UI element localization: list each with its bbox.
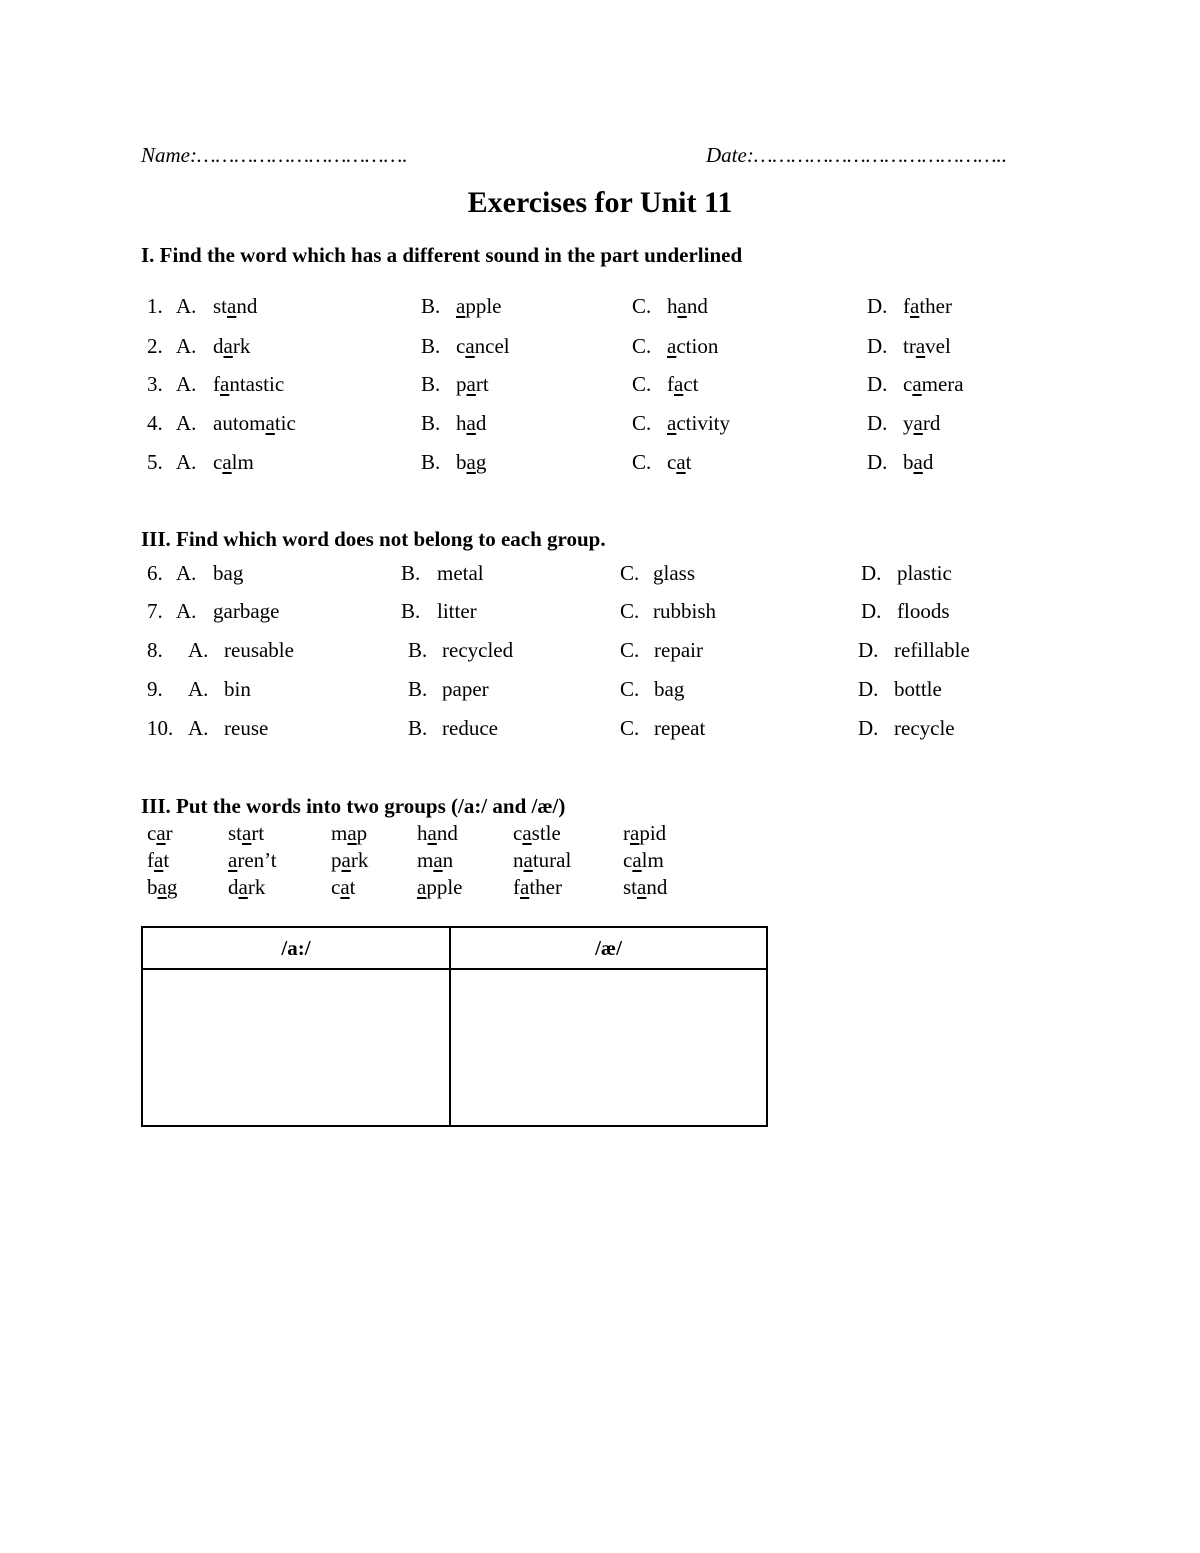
underlined-letter: a [637,875,647,899]
grid-word [147,847,169,874]
option-word [456,294,501,319]
section-1-heading: I. Find the word which has a different sound in the part underlined [141,243,743,267]
underlined-letter: a [630,821,640,845]
option-word: paper [442,677,489,701]
underlined-letter: a [674,372,684,396]
underlined-letter: a [227,294,237,318]
word-suffix: ncel [474,334,510,358]
option-letter: A. [176,599,197,623]
word-prefix: c [623,848,633,872]
option-word: bag [654,677,685,701]
underlined-letter: a [427,821,437,845]
option-letter: B. [421,372,441,396]
word-prefix: r [623,821,630,845]
option-letter: C. [620,561,640,585]
word-prefix: c [213,450,223,474]
underlined-letter: a [242,821,252,845]
underlined-letter: a [156,821,166,845]
option-letter: B. [408,716,428,740]
word-suffix: ren’t [237,848,277,872]
underlined-letter: a [520,875,530,899]
date-field-label: Date:………………………………….. [706,143,1008,167]
underlined-letter: a [154,848,164,872]
grid-word [147,820,173,847]
option-word: garbage [213,599,280,623]
word-prefix: c [147,821,157,845]
underlined-letter: a [417,875,427,899]
word-suffix: vel [925,334,951,358]
word-suffix: lm [641,848,664,872]
grid-word [623,874,667,901]
underlined-letter: a [913,450,923,474]
option-letter: B. [401,599,421,623]
option-word [213,450,254,475]
word-suffix: g [475,450,487,474]
word-prefix: f [147,848,154,872]
option-word: bin [224,677,251,701]
underlined-letter: a [632,848,642,872]
word-suffix: d [475,411,487,435]
word-prefix: c [513,821,523,845]
word-prefix: y [903,411,914,435]
option-word [903,411,940,436]
section-2-heading: III. Find which word does not belong to each group. [141,527,606,551]
option-letter: D. [861,561,882,585]
option-letter: D. [867,334,888,358]
option-letter: A. [176,372,197,396]
option-letter: B. [408,638,428,662]
option-word [213,294,257,319]
question-number: 3. [147,372,163,396]
word-suffix: pple [426,875,463,899]
option-word: repeat [654,716,706,740]
word-prefix: c [456,334,466,358]
word-prefix: c [667,450,677,474]
word-prefix: m [331,821,348,845]
underlined-letter: a [667,334,677,358]
option-word: rubbish [653,599,716,623]
word-suffix: ctivity [676,411,730,435]
option-letter: D. [867,294,888,318]
underlined-letter: a [676,450,686,474]
option-letter: C. [632,294,652,318]
word-suffix: lm [231,450,254,474]
word-suffix: tural [532,848,572,872]
word-suffix: pid [639,821,667,845]
grid-word [331,847,368,874]
option-letter: A. [176,411,197,435]
word-suffix: t [349,875,356,899]
option-word [456,372,489,397]
underlined-letter: a [522,821,532,845]
word-suffix: rk [350,848,369,872]
underlined-letter: a [157,875,167,899]
question-number: 2. [147,334,163,358]
word-suffix: rk [247,875,266,899]
option-letter: C. [620,716,640,740]
grid-word [228,847,277,874]
grid-word [513,874,562,901]
option-word [903,372,964,397]
option-word [667,372,698,397]
word-prefix: p [331,848,342,872]
word-prefix: c [903,372,913,396]
word-suffix: stle [531,821,561,845]
question-number: 4. [147,411,163,435]
option-word [903,450,933,475]
word-prefix: st [623,875,638,899]
option-letter: C. [620,677,640,701]
underlined-letter: a [667,411,677,435]
word-prefix: h [667,294,678,318]
option-letter: A. [176,450,197,474]
grid-word [513,847,571,874]
word-suffix: mera [921,372,964,396]
underlined-letter: a [265,411,275,435]
grid-word [623,820,666,847]
grid-word [331,874,356,901]
option-word: reuse [224,716,269,740]
option-letter: C. [620,599,640,623]
option-word: refillable [894,638,970,662]
option-letter: A. [188,638,209,662]
word-prefix: b [147,875,158,899]
option-word: reduce [442,716,498,740]
word-suffix: t [163,848,170,872]
option-word: recycle [894,716,955,740]
option-letter: B. [421,450,441,474]
word-suffix: d [922,450,934,474]
word-prefix: f [513,875,520,899]
word-prefix: autom [213,411,266,435]
option-letter: C. [632,372,652,396]
word-suffix: ction [676,334,719,358]
option-letter: B. [421,294,441,318]
word-prefix: tr [903,334,916,358]
option-letter: A. [176,294,197,318]
option-letter: C. [632,334,652,358]
group-a-answer-cell[interactable] [142,969,450,1126]
option-word: bottle [894,677,942,701]
word-suffix: pple [465,294,502,318]
grid-word [623,847,664,874]
word-suffix: n [442,848,454,872]
option-letter: B. [421,334,441,358]
word-prefix: m [417,848,434,872]
grid-word [228,874,265,901]
underlined-letter: a [456,294,466,318]
option-word [667,294,708,319]
word-suffix: g [166,875,178,899]
option-letter: B. [421,411,441,435]
grid-word [513,820,561,847]
option-word: plastic [897,561,952,585]
group-ae-header: /æ/ [450,927,767,969]
word-suffix: ther [919,294,952,318]
option-word [213,411,296,436]
word-prefix: st [213,294,228,318]
option-letter: D. [858,677,879,701]
underlined-letter: a [347,821,357,845]
question-number: 10. [147,716,174,740]
option-letter: B. [401,561,421,585]
sound-groups-table [141,926,768,1127]
option-word [456,334,510,359]
word-suffix: rd [922,411,941,435]
option-word [903,334,951,359]
option-letter: C. [620,638,640,662]
option-letter: A. [176,561,197,585]
underlined-letter: a [341,848,351,872]
grid-word [417,820,458,847]
word-suffix: t [685,450,692,474]
option-word [667,411,730,436]
option-letter: C. [632,450,652,474]
question-number: 6. [147,561,163,585]
option-word: litter [437,599,477,623]
option-letter: D. [858,716,879,740]
word-suffix: nd [236,294,258,318]
word-prefix: b [903,450,914,474]
underlined-letter: a [466,411,476,435]
option-letter: D. [858,638,879,662]
word-suffix: tic [274,411,296,435]
option-word [213,372,284,397]
question-number: 9. [147,677,163,701]
word-suffix: nd [436,821,458,845]
question-number: 1. [147,294,163,318]
underlined-letter: a [433,848,443,872]
section-3-heading: III. Put the words into two groups (/a:/ and /æ/) [141,794,566,818]
question-number: 8. [147,638,163,662]
grid-word [417,847,453,874]
underlined-letter: a [340,875,350,899]
option-word: metal [437,561,484,585]
word-suffix: rk [232,334,251,358]
word-prefix: n [513,848,524,872]
underlined-letter: a [912,372,922,396]
name-field-label: Name:……………………………. [141,143,408,167]
grid-word [228,820,264,847]
word-prefix: f [903,294,910,318]
underlined-letter: a [228,848,238,872]
word-suffix: ntastic [229,372,285,396]
underlined-letter: a [913,411,923,435]
option-word: recycled [442,638,514,662]
underlined-letter: a [523,848,533,872]
word-suffix: ct [683,372,699,396]
page-title: Exercises for Unit 11 [467,186,733,219]
word-suffix: r [165,821,173,845]
underlined-letter: a [910,294,920,318]
option-word: bag [213,561,244,585]
underlined-letter: a [677,294,687,318]
underlined-letter: a [222,450,232,474]
word-prefix: st [228,821,243,845]
group-ae-answer-cell[interactable] [450,969,767,1126]
option-word [456,411,486,436]
option-word [213,334,250,359]
option-word: floods [897,599,950,623]
question-number: 5. [147,450,163,474]
underlined-letter: a [223,334,233,358]
underlined-letter: a [465,334,475,358]
word-suffix: ther [529,875,562,899]
option-letter: D. [867,372,888,396]
option-letter: A. [188,677,209,701]
question-number: 7. [147,599,163,623]
option-letter: D. [861,599,882,623]
word-prefix: f [213,372,220,396]
grid-word [147,874,177,901]
option-word [667,450,692,475]
grid-word [331,820,367,847]
option-word: glass [653,561,695,585]
grid-word [417,874,462,901]
option-letter: D. [867,411,888,435]
underlined-letter: a [220,372,230,396]
option-word [903,294,952,319]
word-suffix: p [356,821,368,845]
option-letter: D. [867,450,888,474]
word-prefix: f [667,372,674,396]
underlined-letter: a [915,334,926,358]
word-suffix: nd [686,294,708,318]
word-prefix: h [456,411,467,435]
option-letter: A. [188,716,209,740]
word-prefix: p [456,372,467,396]
group-a-header: /a:/ [142,927,450,969]
option-letter: B. [408,677,428,701]
word-suffix: rt [475,372,489,396]
underlined-letter: a [466,450,476,474]
word-prefix: d [228,875,239,899]
word-prefix: b [456,450,467,474]
option-word: reusable [224,638,294,662]
word-suffix: nd [646,875,668,899]
word-prefix: h [417,821,428,845]
underlined-letter: a [466,372,476,396]
option-letter: C. [632,411,652,435]
option-word: repair [654,638,703,662]
underlined-letter: a [238,875,248,899]
option-word [667,334,718,359]
option-letter: A. [176,334,197,358]
word-prefix: c [331,875,341,899]
word-suffix: rt [251,821,265,845]
option-word [456,450,486,475]
word-prefix: d [213,334,224,358]
